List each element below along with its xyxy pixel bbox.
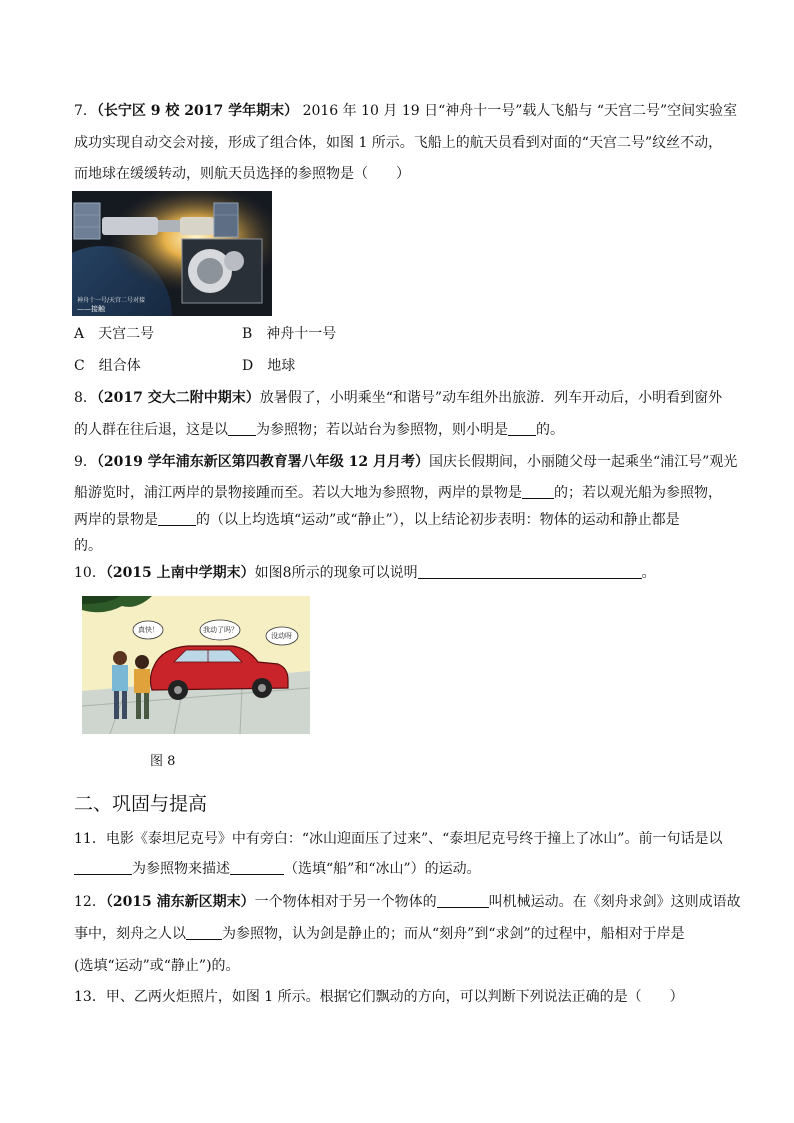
q11-blank-1[interactable] [74, 860, 132, 875]
q13-number: 13． [74, 989, 106, 1005]
speech-bubble-2: 我动了吗？ [203, 626, 238, 634]
q13-line-1 [74, 987, 684, 1007]
q12-text-2: 叫机械运动。在《刻舟求剑》这则成语故 [488, 894, 741, 910]
q7-line-3: 而地球在缓缓转动，则航天员选择的参照物是（ ） [74, 166, 410, 182]
q7-number: 7． [74, 103, 97, 119]
q9-text: 国庆长假期间，小丽随父母一起乘坐“浦江号”观光 [429, 454, 738, 470]
q11-line-1 [74, 829, 722, 849]
q7-option-c: C 组合体 [74, 358, 141, 374]
q9-line-2 [74, 483, 722, 503]
q8-number: 8． [74, 390, 97, 406]
q12-number: 12． [74, 894, 106, 910]
q9-blank-2[interactable] [158, 511, 196, 526]
q9-text-2b: 的；若以观光船为参照物， [554, 485, 722, 501]
q12-line-3: (选填“运动”或“静止”)的。 [74, 958, 240, 974]
q12-source: （2015 浦东新区期末） [105, 894, 255, 910]
q9-line-3 [74, 510, 680, 530]
spacecraft-docking-image [72, 191, 272, 316]
q13-text: 甲、乙两火炬照片，如图 1 所示。根据它们飘动的方向，可以判断下列说法正确的是（ ） [105, 989, 684, 1005]
image-caption-2: ——接触 [77, 305, 105, 313]
q8-text: 放暑假了，小明乘坐“和谐号”动车组外出旅游．列车开动后，小明看到窗外 [259, 390, 723, 406]
q10-blank[interactable] [418, 564, 642, 579]
figure-8-caption: 图 8 [150, 754, 176, 769]
q9-blank-1[interactable] [522, 484, 554, 499]
q9-source: （2019 学年浦东新区第四教育署八年级 12 月月考） [96, 454, 429, 470]
q7-text: 2016 年 10 月 19 日“神舟十一号”载人飞船与 “天宫二号”空间实验室 [298, 103, 738, 119]
q11-text-2b: （选填“船”和“冰山”）的运动。 [284, 861, 481, 877]
q9-text-3b: 的（以上均选填“运动”或“静止”），以上结论初步表明：物体的运动和静止都是 [196, 512, 680, 528]
q7-option-d: D 地球 [242, 358, 296, 374]
q12-text-1: 一个物体相对于另一个物体的 [254, 894, 437, 910]
q9-line-1 [74, 452, 737, 472]
q9-text-3a: 两岸的景物是 [74, 512, 158, 528]
q8-text-2c: 的。 [536, 422, 564, 438]
q11-text: 电影《泰坦尼克号》中有旁白：“冰山迎面压了过来”、“泰坦尼克号终于撞上了冰山”。前一句话是以 [105, 831, 723, 847]
q9-line-4: 的。 [74, 538, 102, 554]
q8-line-1 [74, 388, 722, 408]
q12-blank-2[interactable] [186, 925, 222, 940]
q8-source: （2017 交大二附中期末） [96, 390, 260, 406]
q10-end: 。 [641, 565, 656, 581]
q11-number: 11． [74, 831, 106, 847]
car-cartoon-image [82, 596, 310, 734]
q11-blank-2[interactable] [230, 860, 284, 875]
q11-text-2a: 为参照物来描述 [132, 861, 230, 877]
q12-text-2a: 事中，刻舟之人以 [74, 926, 186, 942]
q10-text: 如图8所示的现象可以说明 [254, 565, 418, 581]
q8-blank-1[interactable] [228, 421, 256, 436]
q8-blank-2[interactable] [508, 421, 536, 436]
q7-line-2: 成功实现自动交会对接，形成了组合体，如图 1 所示。飞船上的航天员看到对面的“天宫二号”纹丝不动， [74, 135, 723, 151]
speech-bubble-1: 真快！ [138, 626, 159, 634]
q8-text-2a: 的人群在往后退，这是以 [74, 422, 228, 438]
q7-option-b: B 神舟十一号 [242, 326, 337, 342]
q10-number: 10． [74, 565, 106, 581]
q10-line-1 [74, 563, 656, 583]
q7-line-1 [74, 101, 737, 121]
q12-blank-1[interactable] [437, 893, 489, 908]
q9-number: 9． [74, 454, 97, 470]
image-caption-1: 神舟十一号/天宫二号对接 [77, 297, 146, 304]
q8-text-2b: 为参照物；若以站台为参照物，则小明是 [256, 422, 508, 438]
q12-text-2b: 为参照物，认为剑是静止的；而从“刻舟”到“求剑”的过程中，船相对于岸是 [222, 926, 685, 942]
q8-line-2 [74, 420, 564, 440]
q12-line-1 [74, 892, 741, 912]
q7-source: （长宁区 9 校 2017 学年期末） [96, 103, 299, 119]
section-heading: 二、巩固与提高 [74, 793, 208, 815]
q10-source: （2015 上南中学期末） [105, 565, 255, 581]
q7-option-a: A 天宫二号 [74, 326, 155, 342]
q9-text-2a: 船游览时，浦江两岸的景物接踵而至。若以大地为参照物，两岸的景物是 [74, 485, 522, 501]
q12-line-2 [74, 924, 685, 944]
speech-bubble-3: 没动呀 [271, 632, 292, 640]
q11-line-2 [74, 859, 481, 879]
